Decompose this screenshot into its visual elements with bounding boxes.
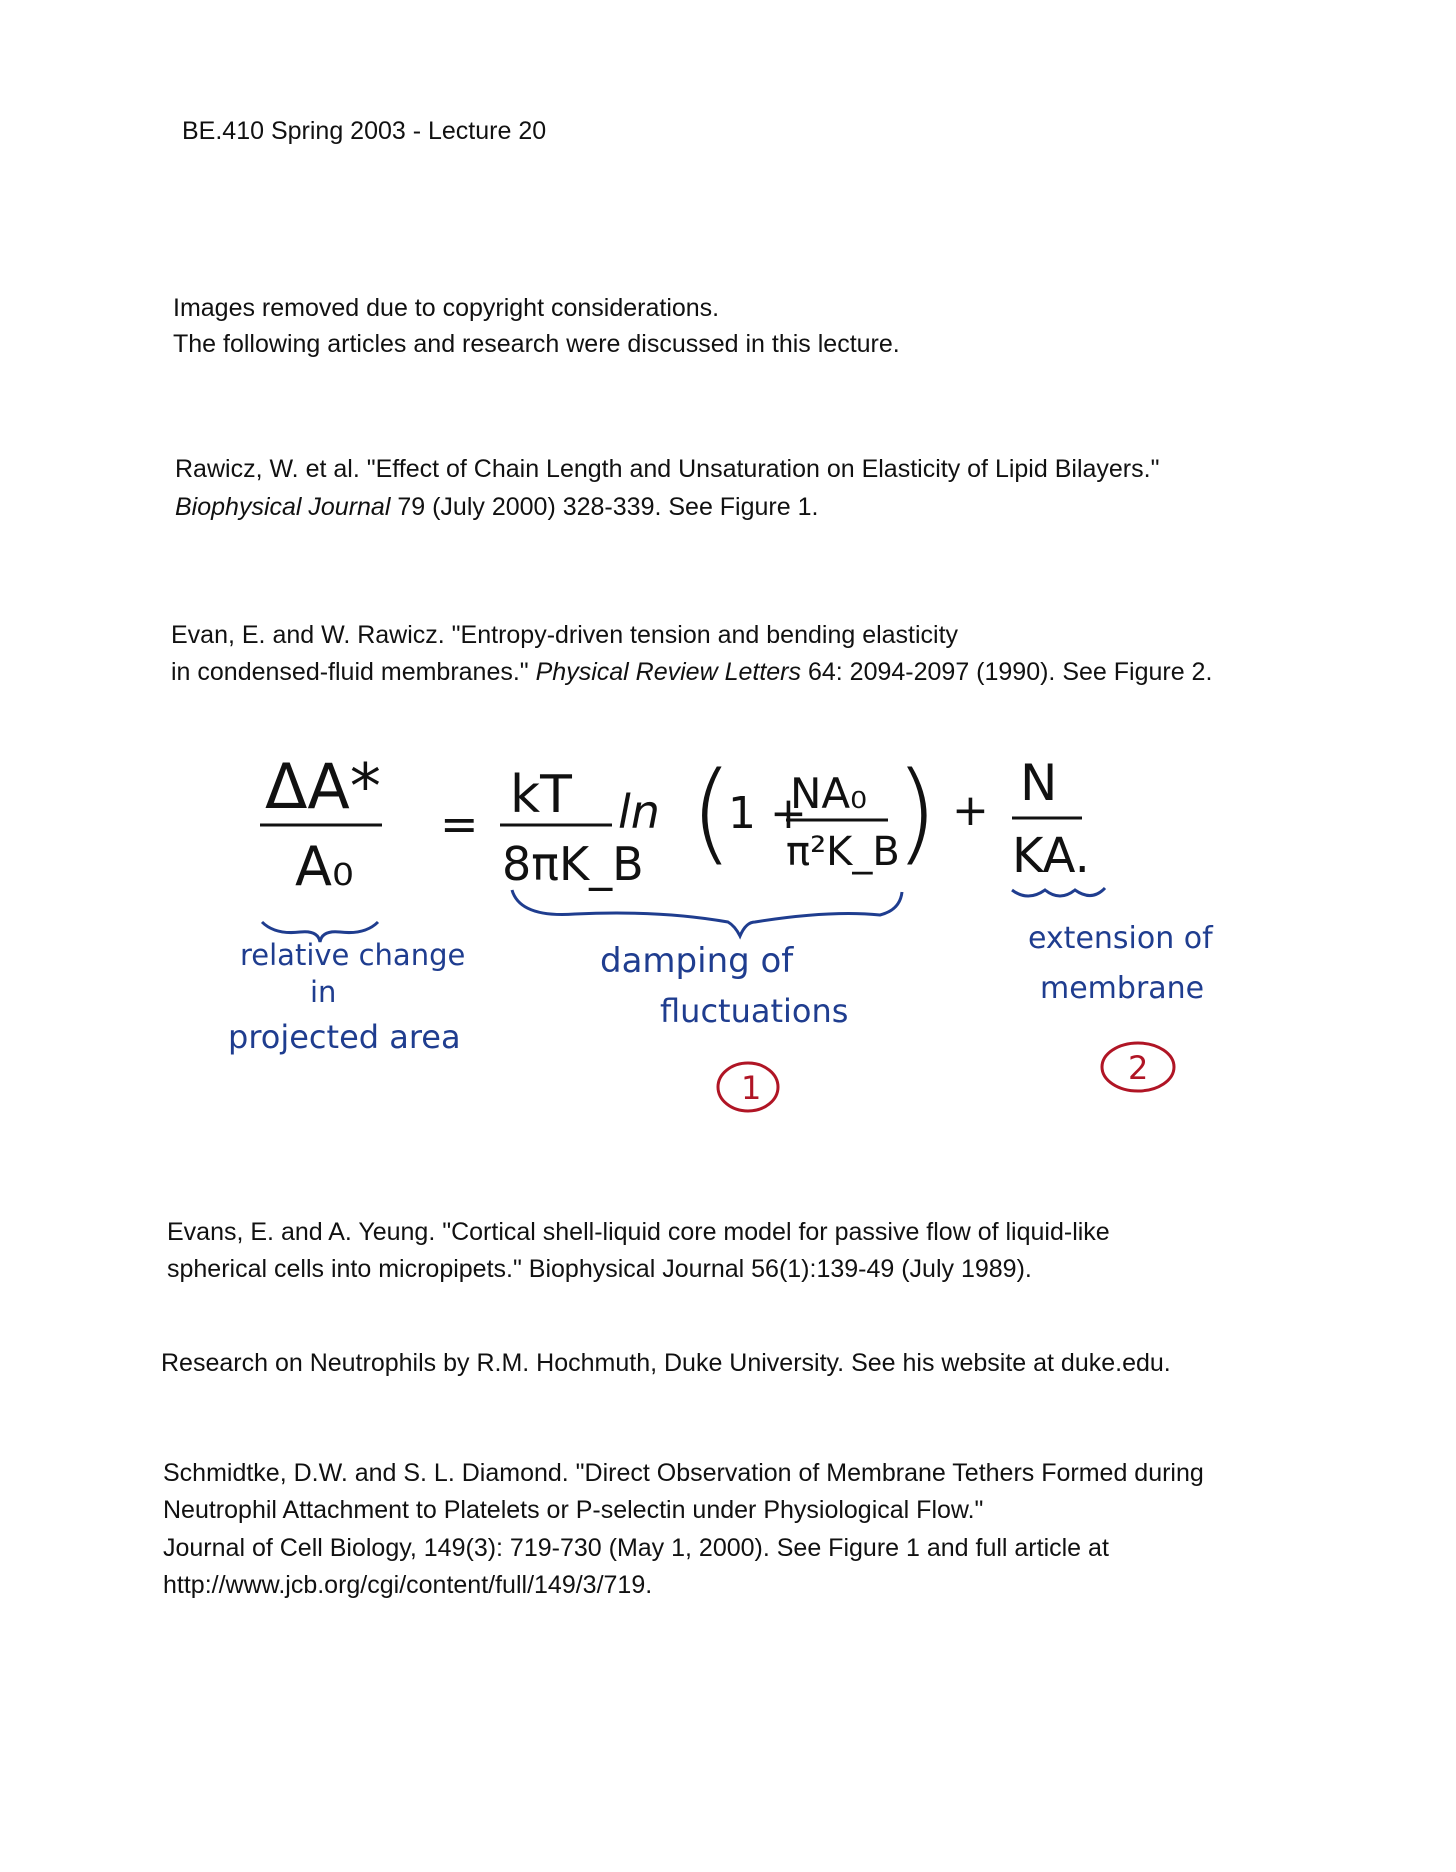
eq-one-plus: 1 + bbox=[728, 788, 807, 839]
eq-paren-open: ( bbox=[690, 748, 733, 876]
label-term2-line1: extension of bbox=[1028, 921, 1213, 956]
eq-lhs-denominator: A₀ bbox=[295, 835, 354, 898]
label-lhs-line1: relative change bbox=[240, 938, 466, 972]
eq-paren-close: ) bbox=[895, 748, 938, 876]
eq-t1-numerator: kT bbox=[510, 765, 572, 825]
label-term2-line2: membrane bbox=[1040, 971, 1205, 1006]
handwritten-equation bbox=[0, 700, 1456, 1170]
reference-evans-citation: spherical cells into micropipets." Biophysical Journal 56(1):139-49 (July 1989). bbox=[167, 1255, 1032, 1283]
citation-start: in condensed-fluid membranes." bbox=[171, 658, 536, 686]
reference-rawicz-citation bbox=[175, 488, 818, 526]
label-lhs-line2: in bbox=[310, 975, 337, 1009]
journal-name: Physical Review Letters bbox=[535, 658, 802, 686]
copyright-notice-line2: The following articles and research were discussed in this lecture. bbox=[173, 330, 900, 358]
reference-evan-title: Evan, E. and W. Rawicz. "Entropy-driven tension and bending elasticity bbox=[171, 621, 959, 649]
journal-name: Biophysical Journal bbox=[175, 493, 391, 521]
eq-t1-denominator: 8πK_B bbox=[502, 837, 644, 891]
label-term1-line1: damping of bbox=[600, 941, 794, 981]
label-term1-line2: fluctuations bbox=[660, 992, 849, 1030]
reference-evan-citation bbox=[171, 653, 1212, 691]
reference-schmidtke-url: http://www.jcb.org/cgi/content/full/149/3/719. bbox=[163, 1571, 653, 1599]
circle-number-2: 2 bbox=[1128, 1049, 1149, 1087]
eq-lhs-numerator: ΔA* bbox=[265, 750, 381, 823]
eq-equals: = bbox=[440, 797, 479, 851]
copyright-notice-line1: Images removed due to copyright considerations. bbox=[173, 294, 720, 322]
label-lhs-line3: projected area bbox=[228, 1018, 461, 1056]
eq-t2-numerator: N bbox=[1020, 754, 1058, 812]
circle-number-1: 1 bbox=[741, 1069, 762, 1107]
eq-t1-inner-denominator: π²K_B bbox=[786, 829, 900, 875]
reference-schmidtke-line3: Journal of Cell Biology, 149(3): 719-730 (May 1, 2000). See Figure 1 and full article at bbox=[163, 1534, 1109, 1562]
term2-underbrace bbox=[1012, 888, 1105, 896]
reference-schmidtke-line1: Schmidtke, D.W. and S. L. Diamond. "Direct Observation of Membrane Tethers Formed during bbox=[163, 1459, 1204, 1487]
eq-plus: + bbox=[952, 785, 989, 836]
reference-evans-title: Evans, E. and A. Yeung. "Cortical shell-liquid core model for passive flow of liquid-like bbox=[167, 1218, 1110, 1246]
citation-detail: 64: 2094-2097 (1990). See Figure 2. bbox=[801, 658, 1213, 686]
lecture-header: BE.410 Spring 2003 - Lecture 20 bbox=[182, 117, 547, 145]
term1-underbrace bbox=[512, 890, 902, 936]
eq-ln: ln bbox=[618, 785, 660, 839]
reference-rawicz-title: Rawicz, W. et al. "Effect of Chain Length and Unsaturation on Elasticity of Lipid Bilayers." bbox=[175, 455, 1160, 483]
eq-t1-inner-numerator: NA₀ bbox=[790, 769, 867, 818]
reference-hochmuth: Research on Neutrophils by R.M. Hochmuth, Duke University. See his website at duke.edu. bbox=[161, 1349, 1171, 1377]
eq-t2-denominator: KA. bbox=[1012, 828, 1090, 884]
citation-detail: 79 (July 2000) 328-339. See Figure 1. bbox=[390, 493, 819, 521]
reference-schmidtke-line2: Neutrophil Attachment to Platelets or P-selectin under Physiological Flow." bbox=[163, 1496, 984, 1524]
